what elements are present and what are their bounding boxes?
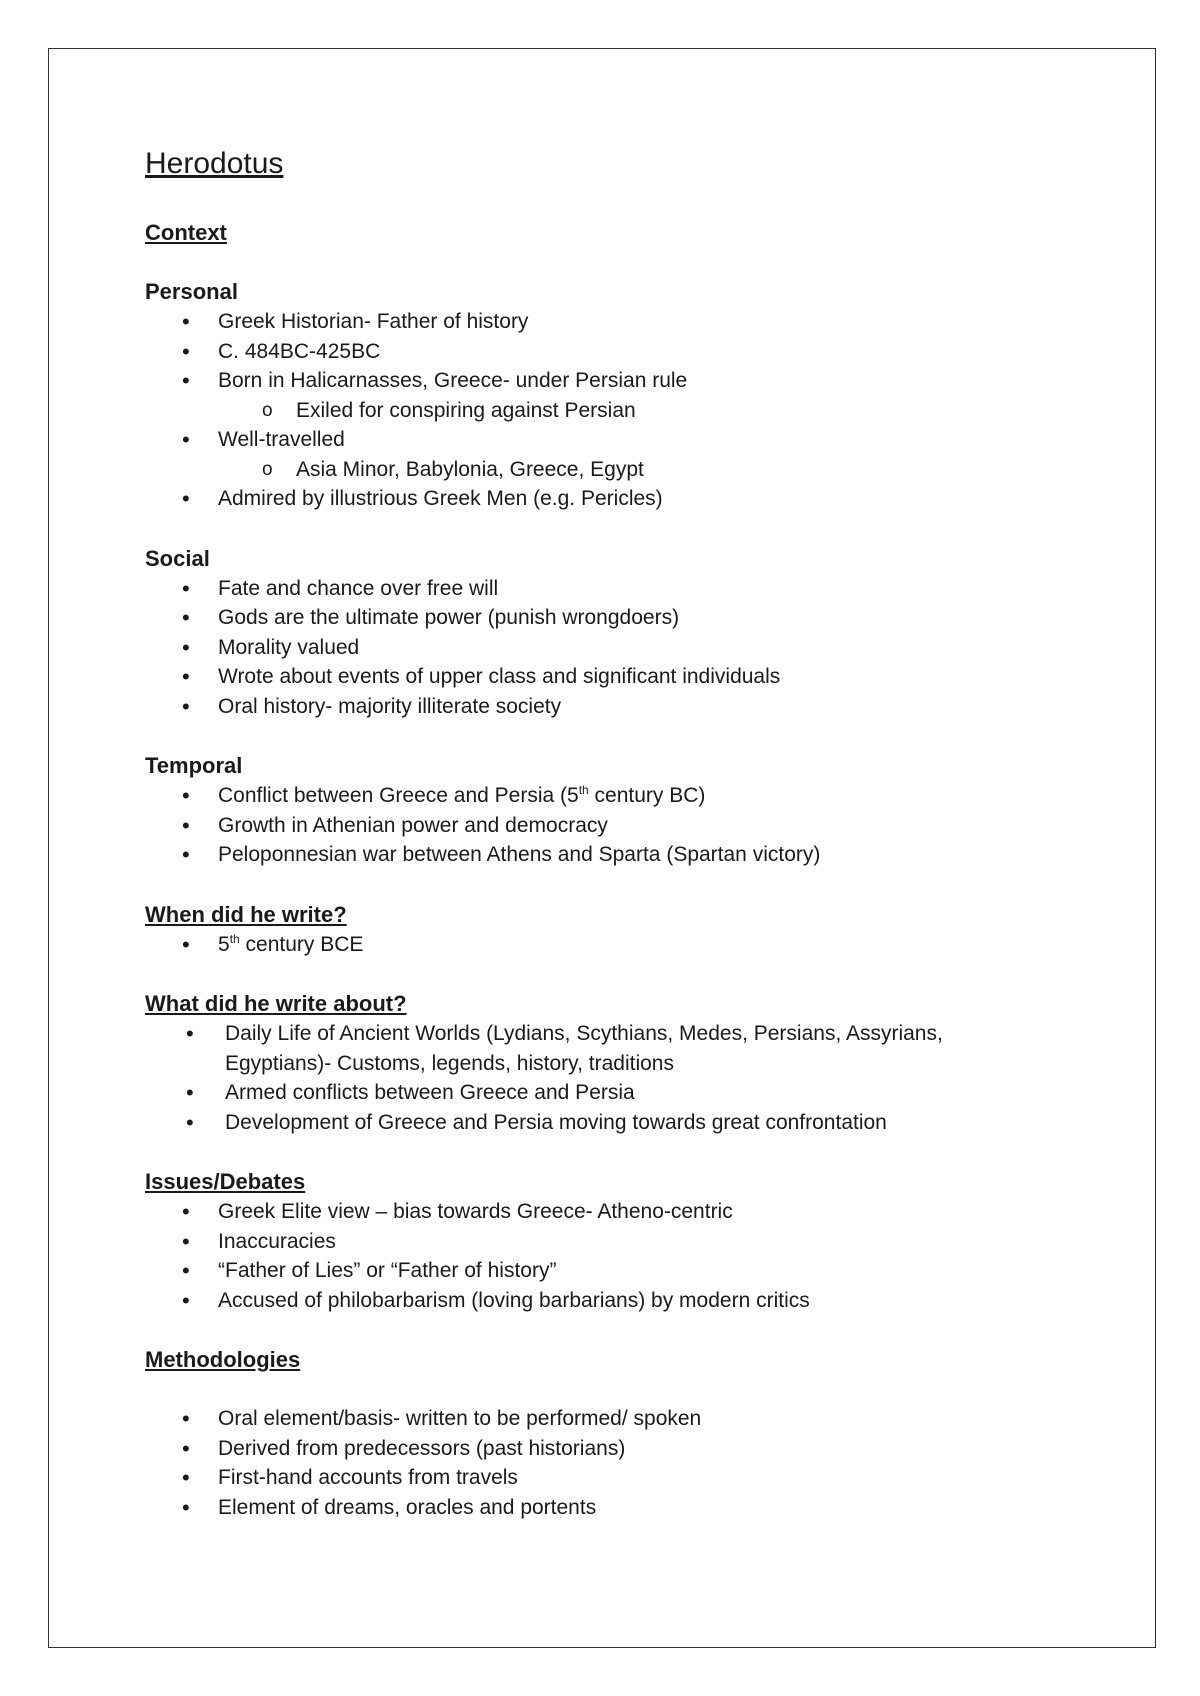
- list-item: • Born in Halicarnasses, Greece- under Persian rule: [145, 366, 1025, 396]
- personal-sublist-travel: [145, 455, 1025, 485]
- list-item: • Well-travelled: [145, 425, 1025, 455]
- document-body: [145, 146, 1025, 1522]
- social-heading: Social: [145, 545, 210, 571]
- when-list: [145, 930, 1025, 960]
- list-item-text: 5: [218, 932, 230, 956]
- list-item: • Admired by illustrious Greek Men (e.g. Pericles): [145, 484, 1025, 514]
- methodologies-list: [145, 1404, 1025, 1522]
- list-item: [145, 930, 1025, 960]
- temporal-list: [145, 781, 1025, 870]
- list-item-text: century BC): [588, 784, 706, 807]
- list-item: • C. 484BC-425BC: [145, 337, 1025, 367]
- list-item-text: century BCE: [239, 932, 364, 956]
- list-item: • Gods are the ultimate power (punish wrongdoers): [145, 603, 1025, 633]
- social-list: [145, 574, 1025, 722]
- list-item: • Accused of philobarbarism (loving barbarians) by modern critics: [145, 1286, 1025, 1316]
- list-item: • Element of dreams, oracles and portents: [145, 1493, 1025, 1523]
- list-item: • Inaccuracies: [145, 1227, 1025, 1257]
- list-item: • Growth in Athenian power and democracy: [145, 811, 1025, 841]
- temporal-heading: Temporal: [145, 753, 243, 778]
- list-item: • Greek Historian- Father of history: [145, 307, 1025, 337]
- list-item: • Armed conflicts between Greece and Persia: [145, 1078, 1025, 1108]
- personal-heading: Personal: [145, 279, 238, 304]
- what-list: [145, 1019, 1025, 1137]
- list-item: • Wrote about events of upper class and significant individuals: [145, 662, 1025, 692]
- list-item: • Peloponnesian war between Athens and Sparta (Spartan victory): [145, 840, 1025, 870]
- superscript: th: [578, 783, 589, 797]
- list-item: [145, 781, 1025, 811]
- list-item-text: Conflict between Greece and Persia (5: [218, 784, 579, 807]
- personal-list-cont: [145, 425, 1025, 455]
- methodologies-heading: Methodologies: [145, 1347, 301, 1372]
- issues-heading: Issues/Debates: [145, 1169, 306, 1194]
- list-item: • Greek Elite view – bias towards Greece- Atheno-centric: [145, 1197, 1025, 1227]
- context-heading: Context: [145, 220, 227, 245]
- personal-list-end: [145, 484, 1025, 514]
- personal-sublist-born: [145, 396, 1025, 426]
- issues-list: [145, 1197, 1025, 1315]
- list-item: • First-hand accounts from travels: [145, 1463, 1025, 1493]
- personal-list: [145, 307, 1025, 396]
- sub-list-item: o Asia Minor, Babylonia, Greece, Egypt: [145, 455, 1025, 485]
- sub-list-item: o Exiled for conspiring against Persian: [145, 396, 1025, 426]
- document-title: Herodotus: [145, 147, 284, 180]
- list-item: • Fate and chance over free will: [145, 574, 1025, 604]
- list-item: • Daily Life of Ancient Worlds (Lydians, Scythians, Medes, Persians, Assyrians, Egyptians)- Customs, legends, history, traditions: [145, 1019, 1025, 1078]
- superscript: th: [229, 931, 240, 946]
- list-item: • Oral element/basis- written to be performed/ spoken: [145, 1404, 1025, 1434]
- list-item: • “Father of Lies” or “Father of history”: [145, 1256, 1025, 1286]
- list-item: • Development of Greece and Persia moving towards great confrontation: [145, 1108, 1025, 1138]
- list-item: • Oral history- majority illiterate society: [145, 692, 1025, 722]
- list-item: • Derived from predecessors (past historians): [145, 1434, 1025, 1464]
- list-item: • Morality valued: [145, 633, 1025, 663]
- when-heading: When did he write?: [145, 901, 347, 927]
- what-heading: What did he write about?: [145, 991, 407, 1016]
